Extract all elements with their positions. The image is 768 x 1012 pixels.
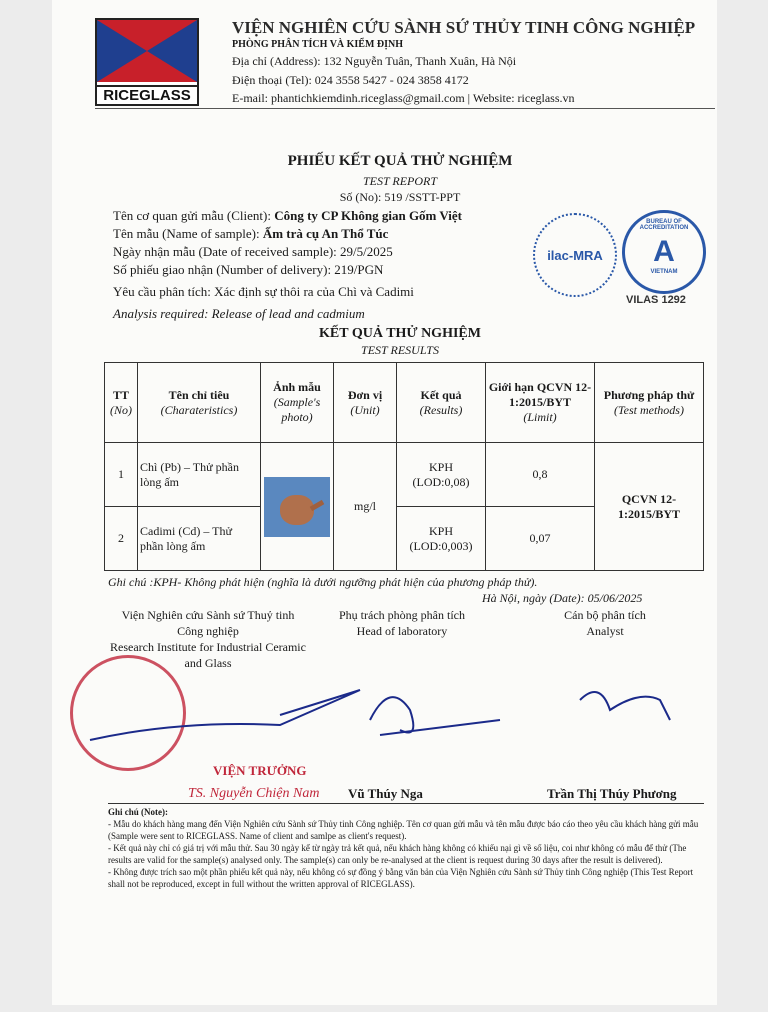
client-label: Tên cơ quan gửi mẫu (Client): [113,208,271,223]
notes-label: Ghi chú (Note): [108,807,168,817]
phone: Điện thoại (Tel): 024 3558 5427 - 024 3858 4172 [232,73,469,87]
col-photo: Ảnh mẫu (Sample's photo) [261,363,334,443]
institute-sign-label-en: Research Institute for Industrial Ceramic and Glass [110,640,306,670]
header-divider [95,108,715,109]
col-unit: Đơn vị (Unit) [334,363,397,443]
notes-section [108,806,708,890]
note-item: - Không được trích sao một phần phiếu kết quả này, nếu không có sự đồng ý bằng văn bản của Viện Nghiên cứu Sành sứ Thủy tinh Công nghiệp (This Test Report shall not be reproduced, except in full without the written approval of RICEGLASS). [108,867,694,889]
col-limit: Giới hạn QCVN 12-1:2015/BYT (Limit) [486,363,595,443]
boa-vietnam: VIETNAM [650,269,678,275]
report-number: Số (No): 519 /SSTT-PPT [339,190,461,204]
table-header-row [105,363,704,443]
department-name: PHÒNG PHÂN TÍCH VÀ KIỂM ĐỊNH [232,39,404,50]
head-sign-label-en: Head of laboratory [356,624,448,638]
analysis-request-en: Analysis required: Release of lead and cadmium [113,306,365,321]
results-title: KẾT QUẢ THỬ NGHIỆM [319,326,481,341]
method-value: QCVN 12-1:2015/BYT [595,443,704,571]
ilac-text: ilac-MRA [547,247,603,263]
col-results: Kết quả (Results) [397,363,486,443]
delivery-number: Số phiếu giao nhận (Number of delivery): 219/PGN [113,262,384,277]
analyst-name: Trần Thị Thúy Phương [547,786,677,801]
note-item: - Kết quả này chỉ có giá trị với mẫu thử. Sau 30 ngày kể từ ngày trả kết quả, nếu khách hàng không có khiếu nại gì về số liệu, coi như không có mẫu để thử (The results are valid for the sample(s) analysed only. The sample(s) can only be re-analysed at the client is request during 30 days after the result is delivered). [108,843,687,865]
director-title: VIỆN TRƯỞNG [213,763,307,778]
date-received: Ngày nhận mẫu (Date of received sample): 29/5/2025 [113,244,393,259]
address: Địa chỉ (Address): 132 Nguyễn Tuân, Thanh Xuân, Hà Nội [232,54,517,68]
note-item: - Mẫu do khách hàng mang đến Viện Nghiên cứu Sành sứ Thủy tinh Công nghiệp. Tên cơ quan gửi mẫu và tên mẫu được báo cáo theo yêu cầu khách hàng gửi mẫu (Sample were sent to RICEGLASS. Name of client and samlpe as client's request). [108,819,699,841]
director-name: TS. Nguyễn Chiện Nam [188,786,320,801]
table-row: 2 Cadimi (Cd) – Thử phần lòng ấm KPH (LOD:0,003) 0,07 [105,507,704,571]
boa-text: BUREAU OF ACCREDITATION [639,219,689,231]
email-website: E-mail: phantichkiemdinh.riceglass@gmail.com | Website: riceglass.vn [232,91,575,105]
head-sign-label: Phụ trách phòng phân tích [339,608,465,622]
analysis-request: Yêu cầu phân tích: Xác định sự thôi ra của Chì và Cadimi [113,284,414,299]
unit-value: mg/l [334,443,397,571]
notes-divider [108,803,704,804]
report-title-en: TEST REPORT [362,174,438,188]
institute-name: VIỆN NGHIÊN CỨU SÀNH SỨ THỦY TINH CÔNG NGHIỆP [232,18,696,37]
analyst-sign-label-en: Analyst [586,624,624,638]
col-no: TT (No) [105,363,138,443]
footnote: Ghi chú :KPH- Không phát hiện (nghĩa là dưới ngưỡng phát hiện của phương pháp thử). [108,575,538,589]
col-characteristics: Tên chỉ tiêu (Charateristics) [138,363,261,443]
boa-logo [622,210,706,294]
head-name: Vũ Thúy Nga [348,786,423,801]
sample-name: Ấm trà cụ An Thổ Túc [262,226,389,241]
results-title-en: TEST RESULTS [361,343,439,357]
boa-a-icon: A [653,235,675,268]
riceglass-logo [95,18,199,106]
sample-label: Tên mẫu (Name of sample): [113,226,260,241]
vilas-number: VILAS 1292 [626,294,686,306]
ilac-mra-logo [533,213,617,297]
analyst-sign-label: Cán bộ phân tích [564,608,646,622]
institute-sign-label: Viện Nghiên cứu Sành sứ Thuỷ tinh Công nghiệp [121,608,295,638]
report-title: PHIẾU KẾT QUẢ THỬ NGHIỆM [287,153,513,169]
signatures-ink [80,660,720,760]
table-row: 1 Chì (Pb) – Thử phần lòng ấm mg/l KPH (LOD:0,08) 0,8 QCVN 12-1:2015/BYT [105,443,704,507]
client-name: Công ty CP Không gian Gốm Việt [274,208,463,223]
report-date: Hà Nội, ngày (Date): 05/06/2025 [482,591,643,605]
col-method: Phương pháp thử (Test methods) [595,363,704,443]
results-table [104,362,704,571]
logo-text: RICEGLASS [97,85,197,104]
sample-photo [261,443,334,571]
